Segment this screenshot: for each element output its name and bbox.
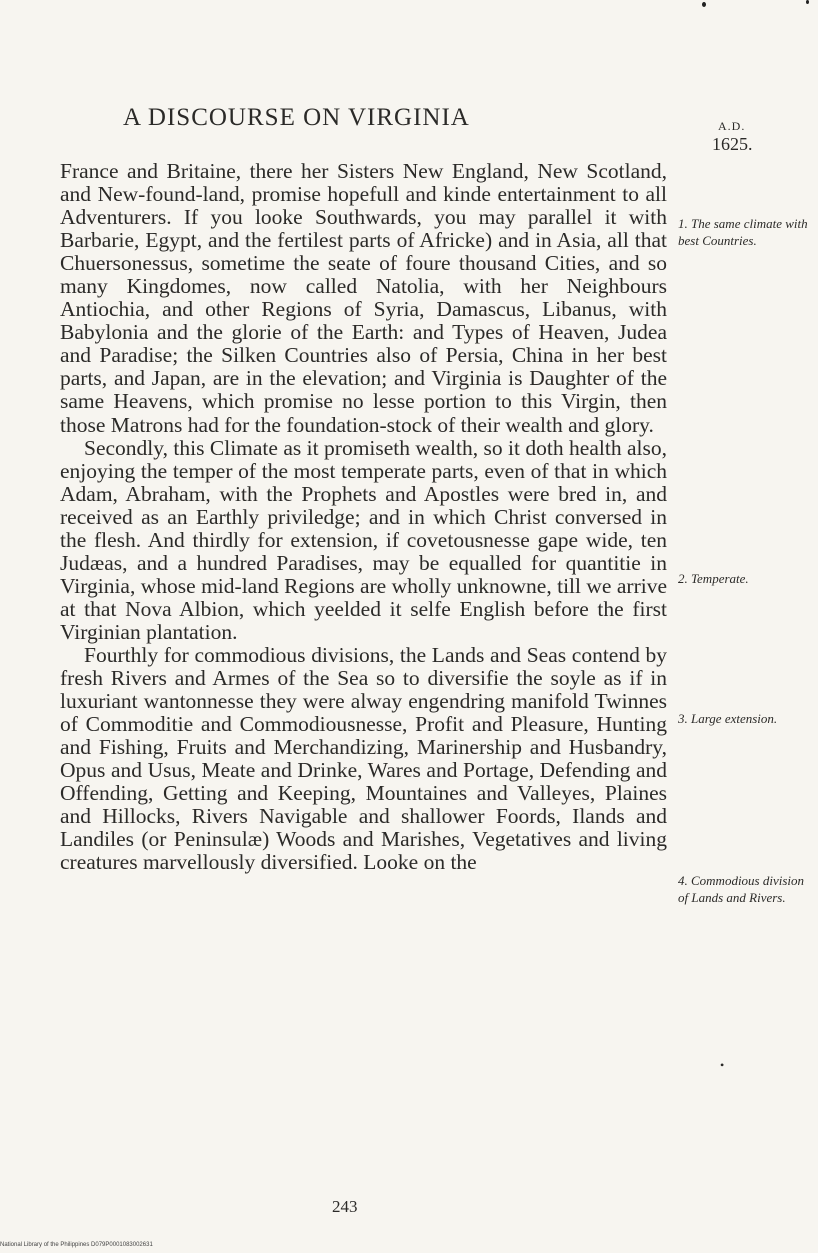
body-text — [60, 160, 667, 874]
date-label: A.D. — [718, 119, 746, 133]
margin-note: 4. Commodious division of Lands and Rivers. — [678, 873, 805, 905]
page-number: 243 — [332, 1197, 358, 1216]
paragraph: Fourthly for commodious divisions, the Lands and Seas contend by fresh Rivers and Armes of the Sea so to diversifie the soyle as if in luxuriant wantonnesse they were alway engendring manifold Twinnes of Commoditie and Commodiousnesse, Profit and Pleasure, Hunting and Fishing, Fruits and Merchandizing, Marinership and Husbandry, Opus and Usus, Meate and Drinke, Wares and Portage, Defending and Offending, Getting and Keeping, Mountaines and Valleyes, Plaines and Hillocks, Rivers Navigable and shallower Foords, Ilands and Landiles (or Peninsulæ) Woods and Marishes, Vegetatives and living creatures marvellously diversified. Looke on the — [60, 642, 667, 875]
margin-note: 2. Temperate. — [678, 571, 749, 586]
speck-mark — [806, 0, 809, 4]
margin-note: 3. Large extension. — [678, 711, 778, 726]
marginal-mark: • — [720, 1058, 725, 1072]
paragraph: France and Britaine, there her Sisters New England, New Scotland, and New-found-land, promise hopefull and kinde entertainment to all Adventurers. If you looke Southwards, you may parallel it with Barbarie, Egypt, and the fertilest parts of Africke) and in Asia, all that Chuersonessus, sometime the seate of foure thousand Cities, and so many Kingdomes, now called Natolia, with her Neighbours Antiochia, and other Regions of Syria, Damascus, Libanus, with Babylonia and the glorie of the Earth: and Types of Heaven, Judea and Paradise; the Silken Countries also of Persia, China in her best parts, and Japan, are in the elevation; and Virginia is Daughter of the same Heavens, which promise no lesse portion to this Virgin, then those Matrons had for the foundation-stock of their wealth and glory. — [60, 159, 667, 437]
page-title: A DISCOURSE ON VIRGINIA — [123, 104, 470, 131]
margin-note: 1. The same climate with best Countries. — [678, 216, 808, 248]
library-credit: National Library of the Philippines D079P0001083002631 — [0, 1242, 153, 1248]
paragraph: Secondly, this Climate as it promiseth wealth, so it doth health also, enjoying the temper of the most temperate parts, even of that in which Adam, Abraham, with the Prophets and Apostles were bred in, and received as an Earthly priviledge; and in which Christ conversed in the flesh. And thirdly for extension, if covetousnesse gape wide, ten Judæas, and a hundred Paradises, may be equalled for quantitie in Virginia, whose mid-land Regions are wholly unknowne, till we arrive at that Nova Albion, which yeelded it selfe English before the first Virginian plantation. — [60, 435, 667, 644]
date-year: 1625. — [712, 134, 753, 154]
speck-mark — [702, 2, 706, 7]
